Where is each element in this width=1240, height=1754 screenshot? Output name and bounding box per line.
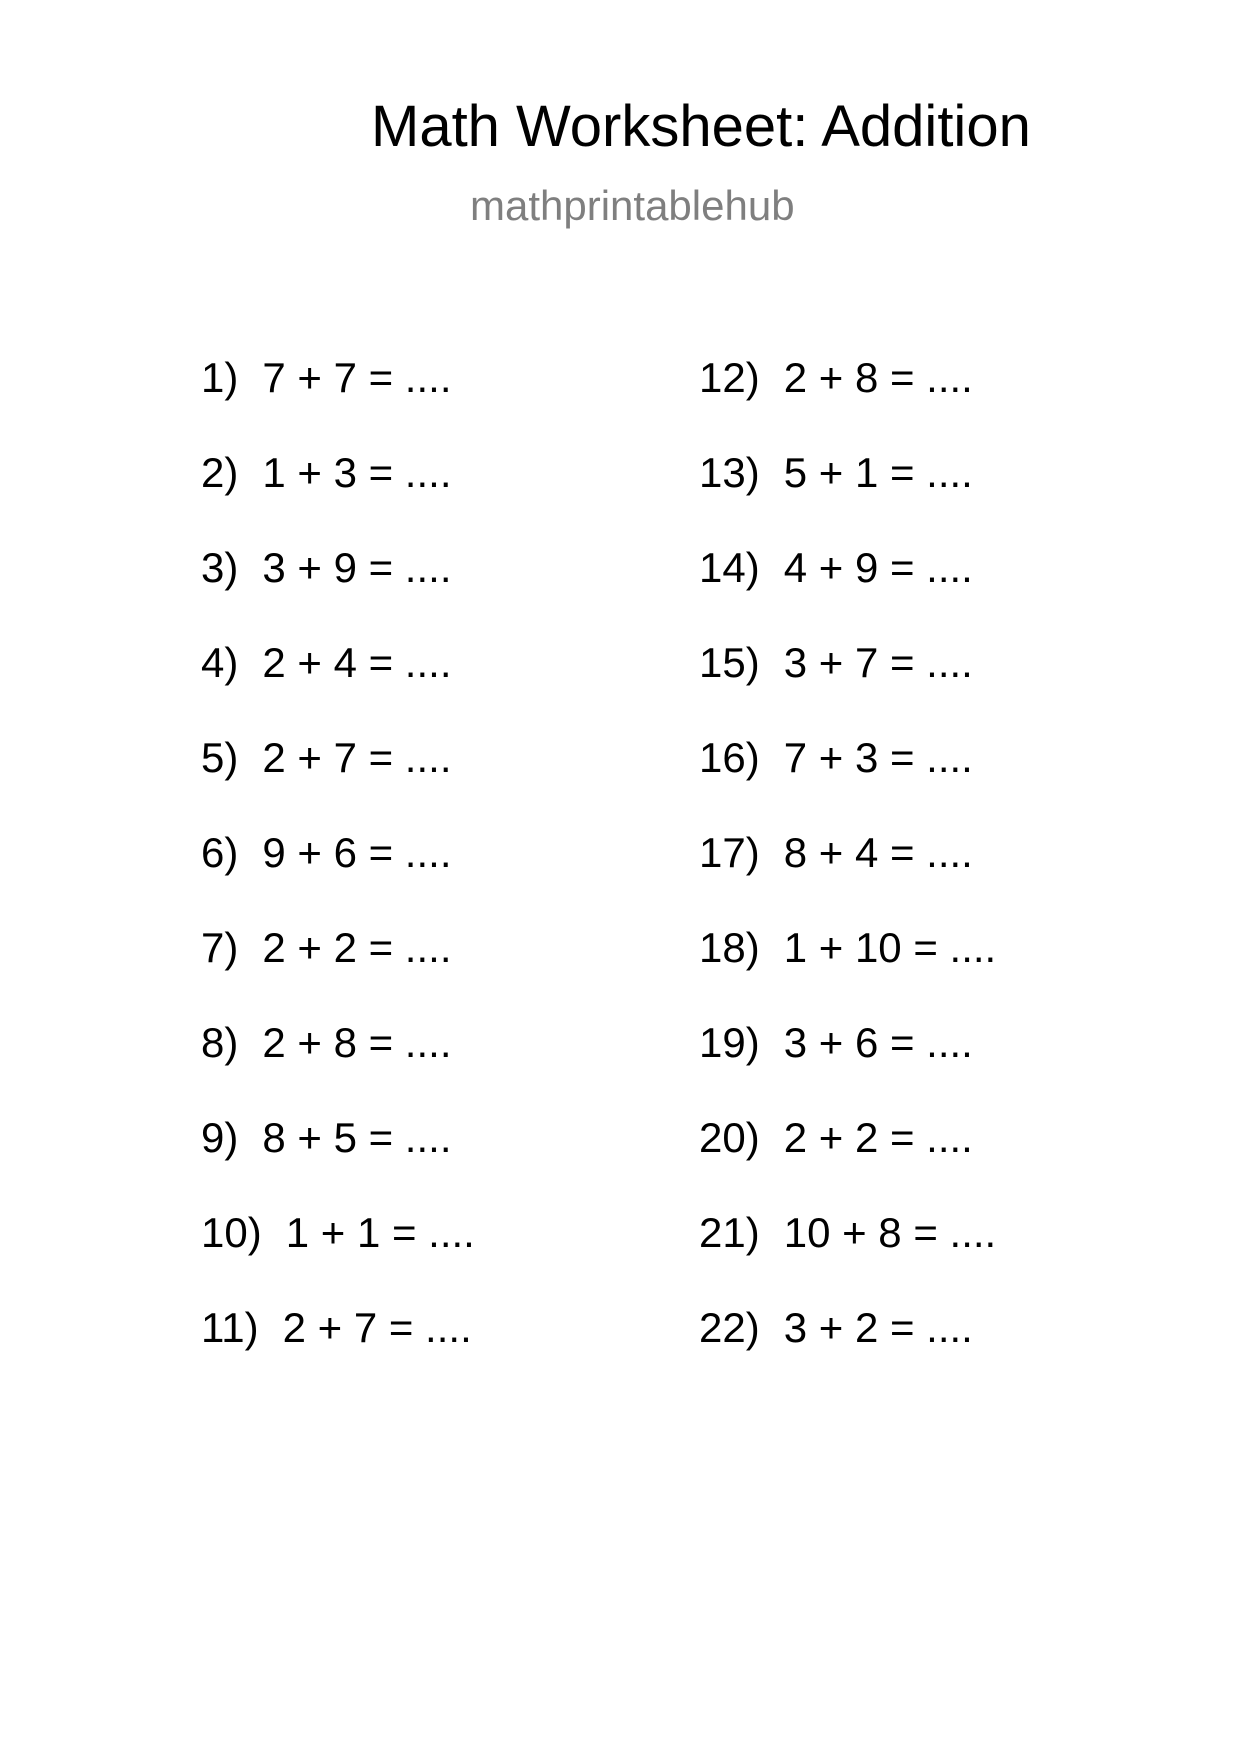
problem-item bbox=[201, 734, 475, 832]
problem-expression: 3 + 2 = .... bbox=[783, 1304, 973, 1351]
problem-item bbox=[699, 924, 997, 1022]
problem-number: 18 ) bbox=[699, 927, 760, 969]
problem-item bbox=[699, 354, 996, 452]
problem-expression: 2 + 8 = .... bbox=[783, 354, 973, 401]
problem-expression: 9 + 6 = .... bbox=[262, 829, 452, 876]
problem-expression: 1 + 10 = .... bbox=[783, 924, 997, 971]
problem-number: 10 ) bbox=[201, 1212, 262, 1254]
problem-item bbox=[201, 354, 475, 452]
problem-item bbox=[201, 1019, 475, 1117]
problems-column-left bbox=[201, 354, 475, 1402]
problem-expression: 7 + 7 = .... bbox=[262, 354, 452, 401]
problem-expression: 10 + 8 = .... bbox=[783, 1209, 997, 1256]
problem-number: 1 ) bbox=[201, 357, 238, 399]
problem-number: 2 ) bbox=[201, 452, 238, 494]
problem-expression: 2 + 8 = .... bbox=[262, 1019, 452, 1066]
problem-item bbox=[201, 1209, 475, 1307]
problem-expression: 3 + 7 = .... bbox=[783, 639, 973, 686]
problems-column-right bbox=[699, 354, 997, 1402]
problem-number: 19 ) bbox=[699, 1022, 760, 1064]
problem-number: 7 ) bbox=[201, 927, 238, 969]
problem-expression: 5 + 1 = .... bbox=[783, 449, 973, 496]
problem-item bbox=[699, 829, 996, 927]
problem-item bbox=[699, 734, 996, 832]
problem-expression: 4 + 9 = .... bbox=[783, 544, 973, 591]
problem-item bbox=[699, 639, 996, 737]
problem-number: 11 ) bbox=[201, 1307, 259, 1349]
worksheet-title: Math Worksheet: Addition bbox=[371, 94, 1031, 159]
problem-item bbox=[201, 449, 475, 547]
problem-item bbox=[201, 924, 475, 1022]
problem-number: 15 ) bbox=[699, 642, 760, 684]
problem-item bbox=[699, 1304, 996, 1402]
problem-item bbox=[201, 1304, 475, 1402]
problem-number: 6 ) bbox=[201, 832, 238, 874]
problem-number: 21 ) bbox=[699, 1212, 760, 1254]
problem-number: 13 ) bbox=[699, 452, 760, 494]
problem-expression: 1 + 3 = .... bbox=[262, 449, 452, 496]
problem-expression: 7 + 3 = .... bbox=[783, 734, 973, 781]
problem-number: 22 ) bbox=[699, 1307, 760, 1349]
problem-item bbox=[699, 449, 996, 547]
problem-expression: 3 + 6 = .... bbox=[783, 1019, 973, 1066]
problem-item bbox=[699, 1019, 996, 1117]
problem-item bbox=[201, 1114, 475, 1212]
problem-expression: 2 + 2 = .... bbox=[783, 1114, 973, 1161]
problem-expression: 3 + 9 = .... bbox=[262, 544, 452, 591]
problem-number: 9 ) bbox=[201, 1117, 238, 1159]
problem-item bbox=[201, 829, 475, 927]
problem-expression: 2 + 2 = .... bbox=[262, 924, 452, 971]
problem-item bbox=[201, 639, 475, 737]
problem-number: 4 ) bbox=[201, 642, 238, 684]
worksheet-subtitle: mathprintablehub bbox=[470, 182, 795, 229]
problem-number: 17 ) bbox=[699, 832, 760, 874]
problem-expression: 8 + 4 = .... bbox=[783, 829, 973, 876]
problem-number: 14 ) bbox=[699, 547, 760, 589]
problem-expression: 2 + 7 = .... bbox=[262, 734, 452, 781]
problem-number: 3 ) bbox=[201, 547, 238, 589]
problem-item bbox=[699, 1114, 996, 1212]
problem-number: 20 ) bbox=[699, 1117, 760, 1159]
problem-item bbox=[699, 1209, 997, 1307]
problem-item bbox=[699, 544, 996, 642]
problem-expression: 2 + 7 = .... bbox=[282, 1304, 472, 1351]
problem-number: 16 ) bbox=[699, 737, 760, 779]
problem-number: 5 ) bbox=[201, 737, 238, 779]
problem-number: 12 ) bbox=[699, 357, 760, 399]
problem-item bbox=[201, 544, 475, 642]
problem-number: 8 ) bbox=[201, 1022, 238, 1064]
problem-expression: 8 + 5 = .... bbox=[262, 1114, 452, 1161]
problem-expression: 2 + 4 = .... bbox=[262, 639, 452, 686]
problem-expression: 1 + 1 = .... bbox=[285, 1209, 475, 1256]
